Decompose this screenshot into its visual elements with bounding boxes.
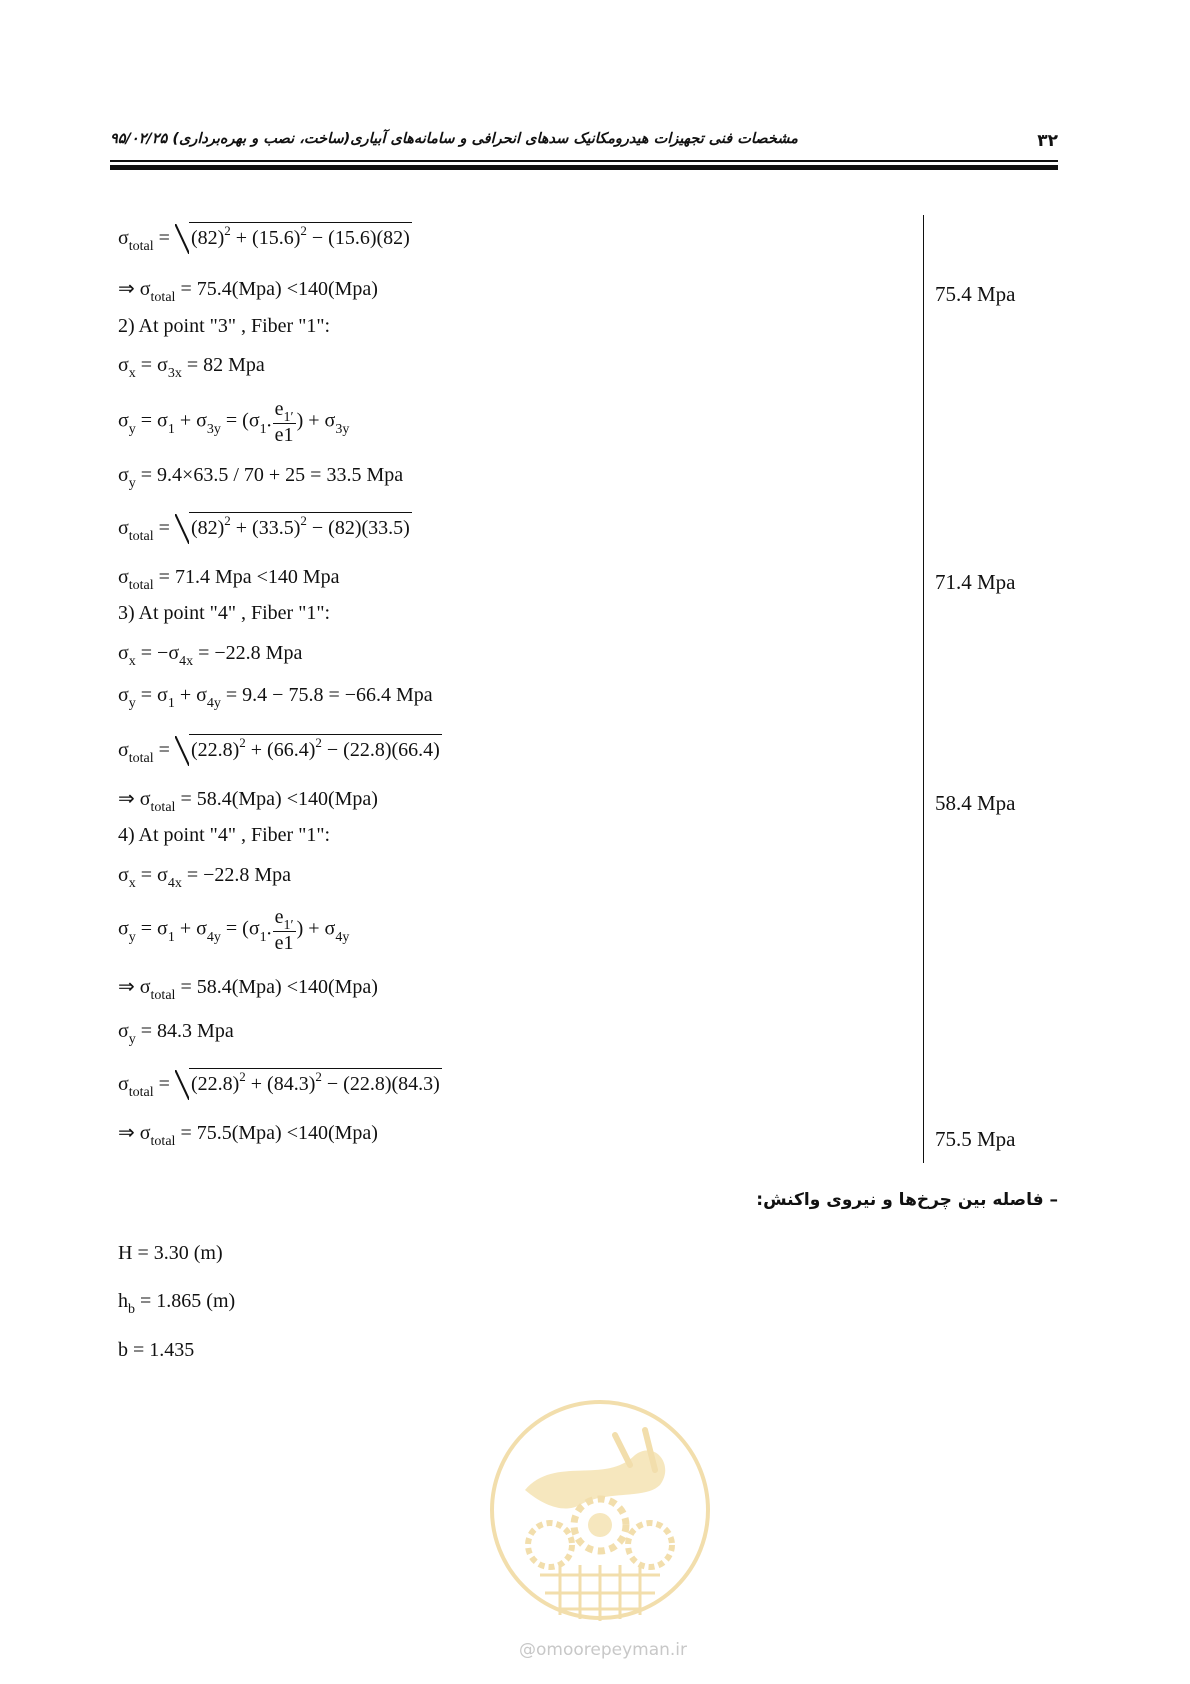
equation: ⇒ $\sigma_{total} = 58.4(Mpa) <140(Mpa)$ [118,788,378,815]
section-heading: 3) At point "4" , Fiber "1": [118,602,331,624]
equation: ⇒ $\sigma_{total} = 75.4(Mpa) <140(Mpa)$ [118,278,378,305]
section-heading: 2) At point "3" , Fiber "1": [118,315,331,337]
equation: $\sigma_y = \sigma_1 + \sigma_{3y} = (\sigma_1$. $\frac{e_{1'}}{e1}$ ) + $\sigma_{3y}$ [118,398,350,446]
page-header [110,125,1058,157]
equation: $\sigma_{total} = (82)^2 + (33.5)^2 - (82)(33.5)$ [118,513,410,544]
header-rule-thick [110,165,1058,170]
section-heading: 4) At point "4" , Fiber "1": [118,824,331,846]
equation: H = 3.30 (m) [118,1242,223,1264]
equation: ⇒ $\sigma_{total} = 75.5(Mpa) <140(Mpa)$ [118,1122,378,1149]
equation: $\sigma_x = -\sigma_{4x} = -22.8$ Mpa [118,642,303,669]
equation: b = 1.435 [118,1339,195,1361]
watermark-logo [485,1395,715,1625]
results-column-divider [923,215,924,1163]
equation: $\sigma_{total} = (22.8)^2 + (84.3)^2 - (22.8)(84.3)$ [118,1069,440,1100]
equation: $\sigma_y = \sigma_1 + \sigma_{4y} = 9.4 - 75.8 = -66.4$ Mpa [118,684,433,711]
equation: $\sigma_{total} = (22.8)^2 + (66.4)^2 - (22.8)(66.4)$ [118,735,440,766]
equation: $\sigma_y = \sigma_1 + \sigma_{4y} = (\sigma_1$. $\frac{e_{1'}}{e1}$ ) + $\sigma_{4y}$ [118,906,350,954]
equation: $\sigma_x = \sigma_{4x} = -22.8$ Mpa [118,864,292,891]
equation: ⇒ $\sigma_{total} = 58.4(Mpa) <140(Mpa)$ [118,976,378,1003]
header-rule-thin [110,160,1058,162]
equation: $\sigma_y = 9.4\times 63.5 / 70 + 25 = 33.5$ Mpa [118,464,404,491]
result-value: 75.5 Mpa [935,1127,1016,1151]
result-value: 75.4 Mpa [935,282,1016,306]
equation: $\sigma_y = 84.3$ Mpa [118,1020,234,1047]
page-number: ۳۲ [1037,131,1058,151]
result-value: 58.4 Mpa [935,791,1016,815]
equation: $\sigma_{total} = (82)^2 + (15.6)^2 - (15.6)(82)$ [118,223,410,254]
result-value: 71.4 Mpa [935,570,1016,594]
watermark-url: @omoorepeyman.ir [518,1640,688,1660]
equation: $\sigma_{total} = 71.4$ Mpa <140 Mpa [118,566,340,593]
page-header-title: مشخصات فنی تجهیزات هیدرومکانیک سدهای انحرافی و سامانه‌های آبیاری(ساخت، نصب و بهره‌برداری) ۹۵/۰۲/۲۵ [110,131,798,147]
equation: $\sigma_x = \sigma_{3x} = 82$ Mpa [118,354,265,381]
equation: $h_b = 1.865$ (m) [118,1290,236,1317]
section-heading-farsi: – فاصله بین چرخ‌ها و نیروی واکنش: [756,1190,1058,1210]
